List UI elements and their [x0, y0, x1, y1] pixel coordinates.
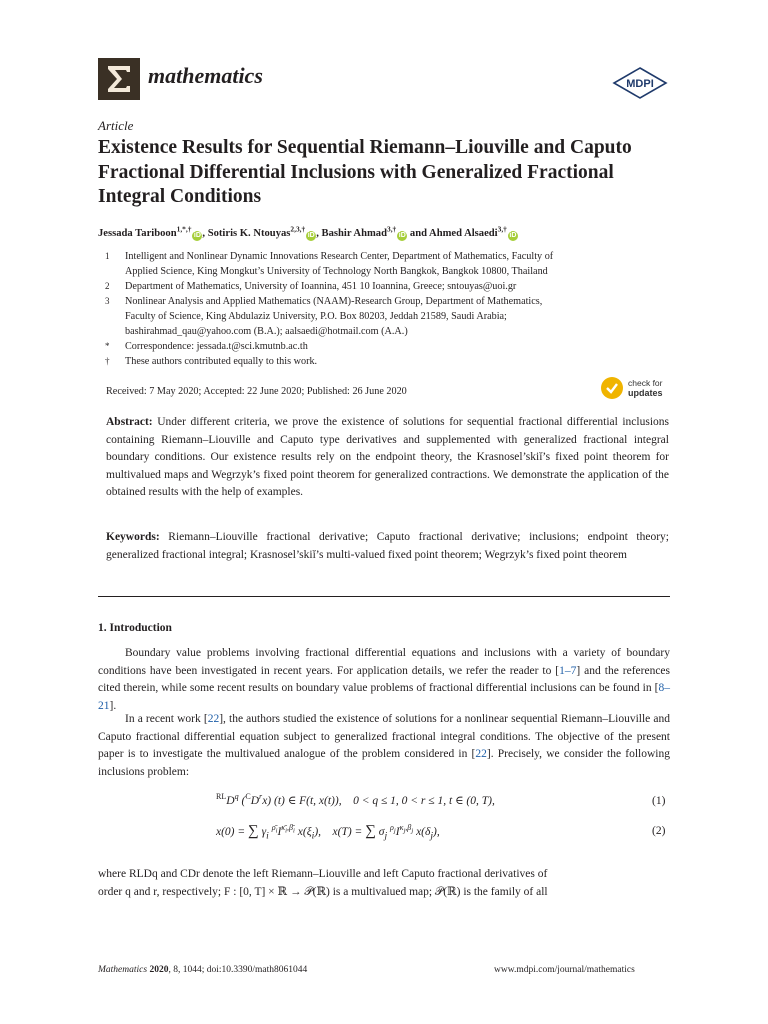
intro-paragraph-1: Boundary value problems involving fractional differential equations and inclusions with a variety of boundary conditions have been investigated in recent years. For application details, we refer the reader to [1–7] and the references cited therein, while some recent results on boundary value problems of fractional differential inclusions can be found in [8–21]. [98, 647, 670, 712]
author-list: Jessada Tariboon$^{1,*,\dagger}$iD , Sotiris K. Ntouyas$^{2,3,\dagger}$iD , Bashir Ahmad$^{3,\dagger}$iD and Ahmed Alsaedi$^{3,\dagger}$iD [98, 224, 517, 239]
abstract-label: Abstract: [106, 416, 153, 428]
author-sup: 1,*,† [176, 224, 192, 234]
svg-text:MDPI: MDPI [626, 78, 654, 90]
author-name: Jessada Tariboon [98, 228, 177, 239]
author-name: Ahmed Alsaedi [429, 228, 498, 239]
keywords-label: Keywords: [106, 531, 160, 543]
intro-paragraph-3: where RLDq and CDr denote the left Riemann–Liouville and left Caputo fractional derivatives of order q and r, respectively; F : [0, T] × ℝ → 𝒫(ℝ) is a multivalued map; 𝒫(ℝ) is the family of all [98, 868, 548, 898]
check-updates-icon [601, 377, 623, 399]
author-sup: 3,† [386, 224, 397, 234]
footer-citation: Mathematics 2020, 8, 1044; doi:10.3390/math8061044 [98, 965, 308, 975]
citation-link[interactable]: 8–21 [98, 682, 670, 712]
keywords [106, 529, 669, 564]
equation-number: (1) [652, 795, 666, 807]
keywords-text: Riemann–Liouville fractional derivative; Caputo fractional derivative; inclusions; endpoint theory; generalized fractional integral; Krasnosel’skiĭ’s multi-valued fixed point theorem; Wegrzyk’s fixed point theorem [106, 531, 670, 561]
divider [98, 596, 670, 597]
abstract-text: Under different criteria, we prove the existence of solutions for sequential fractional differential inclusions containing Riemann–Liouville and Caputo type derivatives and supplemented with generalized fractional integral boundary conditions. Our existence results rely on the endpoint theory, the Krasnosel’skiĭ’s fixed point theorem for multivalued maps and Wegrzyk’s fixed point theorem for generalized contractions. We demonstrate the application of the obtained results with the help of examples. [106, 416, 670, 499]
journal-name: mathematics [148, 63, 263, 88]
journal-logo [98, 58, 140, 100]
author-sup: 2,3,† [290, 224, 306, 234]
citation-link[interactable]: 22 [475, 748, 487, 761]
orcid-icon[interactable]: iD [307, 232, 315, 239]
orcid-icon[interactable]: iD [398, 232, 406, 239]
equation-1: $^{RL}D^q$ $(^CD^rx)$ (t) ∈ F(t, x(t)), 0 < q ≤ 1, 0 < r ≤ 1, t ∈ (0, T), [216, 792, 495, 807]
article-type: Article [98, 118, 134, 133]
abstract [106, 414, 669, 502]
footer-journal-url[interactable]: www.mdpi.com/journal/mathematics [494, 965, 635, 975]
author-sup: 3,† [497, 224, 507, 234]
section-heading: 1. Introduction [98, 622, 172, 634]
author-name: Sotiris K. Ntouyas [207, 228, 291, 239]
intro-paragraph-2: In a recent work [22], the authors studied the existence of solutions for a nonlinear sequential Riemann–Liouville and Caputo fractional differential equation subject to generalized fractional integral conditions. The objective of the present paper is to investigate the multivalued analogue of the problem considered in [22]. Precisely, we consider the following inclusions problem: [98, 713, 670, 778]
equation-number: (2) [652, 825, 666, 837]
publication-dates: Received: 7 May 2020; Accepted: 22 June 2020; Published: 26 June 2020 [106, 386, 407, 397]
author-name: Bashir Ahmad [321, 228, 387, 239]
orcid-icon[interactable]: iD [509, 232, 517, 239]
mdpi-logo [612, 67, 668, 99]
equation-2: x(0) = ∑ $\gamma_i$ $^{\rhō_i}I^{\kappā_i,\betā_i}$ $x(\xi_i)$, x(T) = ∑ $\sigma_j$ $^{\rho_j}I^{\kappa_j,\beta_j}$ $x(\delta_j)$, [216, 823, 440, 842]
citation-link[interactable]: 1–7 [559, 664, 577, 677]
paper-title: Existence Results for Sequential Riemann–Liouville and Caputo Fractional Differential Inclusions with Generalized Fractional Integral Conditions [98, 137, 632, 207]
citation-link[interactable]: 22 [207, 713, 220, 725]
check-for-updates-button[interactable]: check for updates [601, 377, 671, 403]
orcid-icon[interactable]: iD [193, 232, 201, 239]
